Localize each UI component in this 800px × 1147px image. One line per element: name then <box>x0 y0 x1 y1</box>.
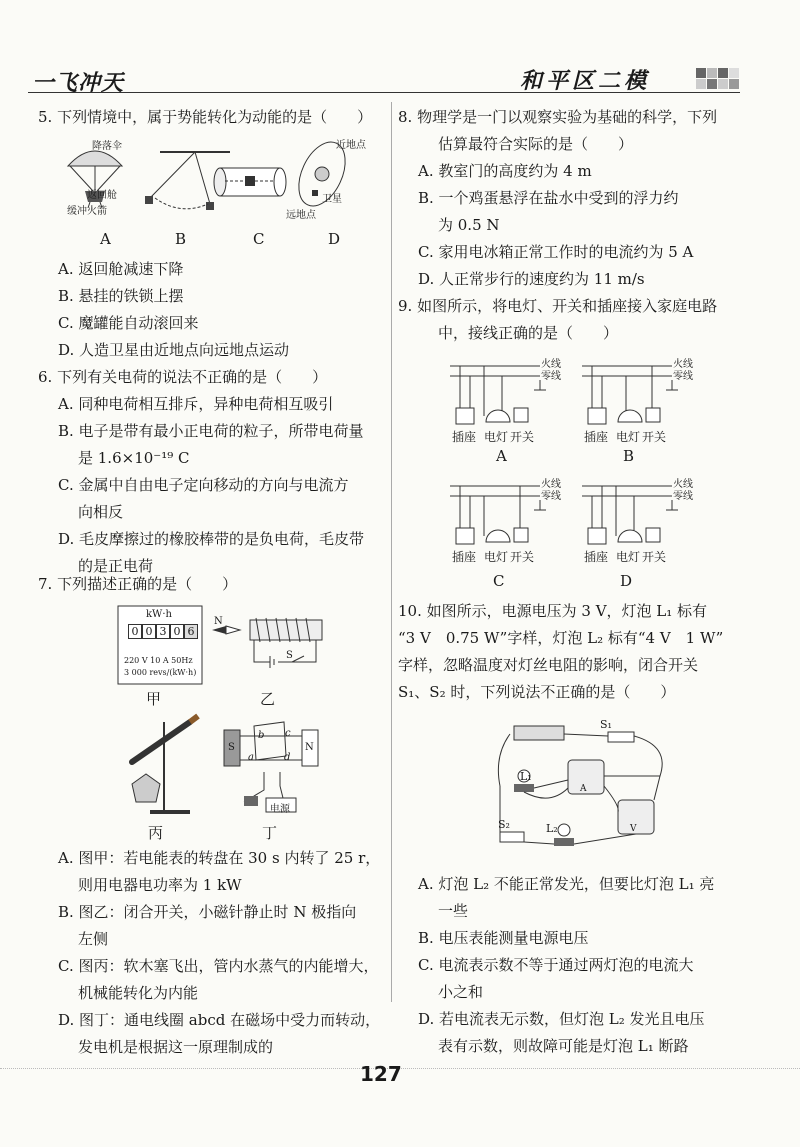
q9c-live: 火线 <box>541 479 561 490</box>
q7-option-a-cont: 则用电器电功率为 1 kW <box>78 876 242 894</box>
q7-fig-jia: 甲 <box>146 690 162 708</box>
q10-option-b: B. 电压表能测量电源电压 <box>418 929 589 947</box>
q5-option-c: C. 魔罐能自动滚回来 <box>58 314 199 332</box>
q6-block <box>38 364 384 580</box>
q6-option-d: D. 毛皮摩擦过的橡胶棒带的是负电荷，毛皮带 <box>58 530 365 548</box>
q7-switch-mark: S <box>286 650 293 661</box>
q10-stem: 10. 如图所示，电源电压为 3 V，灯泡 L₁ 标有 <box>398 602 708 620</box>
q7-n2-mark: N <box>305 742 314 753</box>
q9-block <box>398 293 750 347</box>
q7-options <box>38 845 384 1061</box>
q7-option-c: C. 图丙：软木塞飞出，管内水蒸气的内能增大， <box>58 957 379 975</box>
q7-s-mark: S <box>228 742 235 753</box>
q6-option-b-cont: 是 1.6×10⁻¹⁹ C <box>78 449 190 467</box>
q10-ammeter-mark: A <box>580 784 587 794</box>
meter-digit: 0 <box>170 624 184 639</box>
q9d-neutral: 零线 <box>673 491 693 502</box>
q7-solenoid <box>212 616 332 672</box>
q5-fig-d: D <box>328 230 341 248</box>
q7-a-mark: a <box>248 752 254 763</box>
q7-source-label: 电源 <box>270 804 290 815</box>
q10-l2-mark: L₂ <box>546 822 558 835</box>
q5-option-b: B. 悬挂的铁锁上摆 <box>58 287 184 305</box>
q9a-switch: 开关 <box>510 430 535 444</box>
q5-label-parachute: 降落伞 <box>92 141 122 152</box>
q6-option-b: B. 电子是带有最小正电荷的粒子，所带电荷量 <box>58 422 364 440</box>
q9a-neutral: 零线 <box>541 371 561 382</box>
q10-options <box>398 871 750 1060</box>
q10-option-c-cont: 小之和 <box>438 983 484 1001</box>
q9-fig-b: B <box>623 447 635 465</box>
q7-b-mark: b <box>258 730 265 741</box>
q10-voltmeter-mark: V <box>630 824 637 834</box>
brand-logo: 一飞冲天 <box>32 71 125 96</box>
q7-fig-bing: 丙 <box>148 824 164 842</box>
q7-meter-unit: kW·h <box>146 609 172 620</box>
q8-stem: 8. 物理学是一门以观察实验为基础的科学，下列 <box>398 108 718 126</box>
q7-stem-wrap <box>38 571 384 598</box>
q7-option-b-cont: 左侧 <box>78 930 109 948</box>
q10-option-a-cont: 一些 <box>438 902 469 920</box>
q9d-socket: 插座 <box>584 550 609 564</box>
q10-l1-mark: L₁ <box>520 770 532 783</box>
q10-stem-3: 字样，忽略温度对灯丝电阻的影响，闭合开关 <box>398 656 699 674</box>
series-title: 和平区二模 <box>520 68 651 94</box>
q8-option-b: B. 一个鸡蛋悬浮在盐水中受到的浮力约 <box>418 189 679 207</box>
q8-block <box>398 104 750 293</box>
q7-steam-apparatus <box>120 712 200 816</box>
q7-fig-ding: 丁 <box>262 824 278 842</box>
q9c-lamp: 电灯 <box>484 550 509 564</box>
q8-option-a: A. 教室门的高度约为 4 m <box>418 162 592 180</box>
q9b-live: 火线 <box>673 359 693 370</box>
q9d-switch: 开关 <box>642 550 667 564</box>
q7-c-mark: c <box>285 728 291 739</box>
q7-meter-spec1: 220 V 10 A 50Hz <box>124 656 193 665</box>
meter-digit: 0 <box>128 624 142 639</box>
q10-stem-2: “3 V 0.75 W”字样，灯泡 L₂ 标有“4 V 1 W” <box>398 629 724 647</box>
q5-option-a: A. 返回舱减速下降 <box>58 260 184 278</box>
q9d-live: 火线 <box>673 479 693 490</box>
q5-label-capsule: 返回舱 <box>87 190 117 201</box>
q6-stem: 6. 下列有关电荷的说法不正确的是（ ） <box>38 368 328 386</box>
q9-stem: 9. 如图所示，将电灯、开关和插座接入家庭电路 <box>398 297 718 315</box>
column-divider <box>391 102 392 1002</box>
meter-digit: 3 <box>156 624 170 639</box>
q7-fig-yi: 乙 <box>260 690 276 708</box>
q9c-neutral: 零线 <box>541 491 561 502</box>
q9b-neutral: 零线 <box>673 371 693 382</box>
q5-label-apogee: 远地点 <box>286 210 316 221</box>
q9a-socket: 插座 <box>452 430 477 444</box>
q7-stem: 7. 下列描述正确的是（ ） <box>38 575 238 593</box>
q10-stem-4: S₁、S₂ 时，下列说法不正确的是（ ） <box>398 683 676 701</box>
page-number: 127 <box>360 1062 402 1086</box>
q7-d-mark: d <box>284 752 291 763</box>
q5-fig-c: C <box>253 230 265 248</box>
q9-fig-c: C <box>493 572 505 590</box>
q6-option-c-cont: 向相反 <box>78 503 124 521</box>
q6-option-d-cont: 的是正电荷 <box>78 557 154 575</box>
q9b-switch: 开关 <box>642 430 667 444</box>
q9a-live: 火线 <box>541 359 561 370</box>
q10-option-a: A. 灯泡 L₂ 不能正常发光，但要比灯泡 L₁ 亮 <box>418 875 715 893</box>
q10-block <box>398 598 750 706</box>
q10-option-d-cont: 表有示数，则故障可能是灯泡 L₁ 断路 <box>438 1037 689 1055</box>
q5-label-perigee: 近地点 <box>336 140 366 151</box>
q7-n-mark: N <box>214 616 223 627</box>
q7-option-d: D. 图丁：通电线圈 abcd 在磁场中受力而转动， <box>58 1011 381 1029</box>
q8-stem-cont: 估算最符合实际的是（ ） <box>438 135 634 153</box>
q7-meter-spec2: 3 000 revs/(kW·h) <box>124 668 197 677</box>
q7-option-b: B. 图乙：闭合开关，小磁针静止时 N 极指向 <box>58 903 357 921</box>
q5-label-satellite: 卫星 <box>322 194 342 205</box>
q9d-lamp: 电灯 <box>616 550 641 564</box>
q5-options <box>38 256 384 364</box>
q9-stem-cont: 中，接线正确的是（ ） <box>438 324 619 342</box>
q8-option-b-cont: 为 0.5 N <box>438 216 500 234</box>
q9-fig-a: A <box>496 447 507 465</box>
q10-s1-mark: S₁ <box>600 718 612 731</box>
q5-stem <box>38 104 384 131</box>
q7-option-c-cont: 机械能转化为内能 <box>78 984 199 1002</box>
q10-option-d: D. 若电流表无示数，但灯泡 L₂ 发光且电压 <box>418 1010 705 1028</box>
q10-option-c: C. 电流表示数不等于通过两灯泡的电流大 <box>418 956 694 974</box>
q6-option-c: C. 金属中自由电子定向移动的方向与电流方 <box>58 476 349 494</box>
header-rule <box>28 92 740 93</box>
q5-fig-b: B <box>175 230 187 248</box>
q5-label-rocket: 缓冲火箭 <box>67 206 107 217</box>
q5-option-d: D. 人造卫星由近地点向远地点运动 <box>58 341 290 359</box>
q7-option-a: A. 图甲：若电能表的转盘在 30 s 内转了 25 r， <box>58 849 381 867</box>
q5-stem-text: 5. 下列情境中，属于势能转化为动能的是（ ） <box>38 108 373 126</box>
q9-fig-d: D <box>620 572 633 590</box>
q10-s2-mark: S₂ <box>498 818 510 831</box>
q8-option-c: C. 家用电冰箱正常工作时的电流约为 5 A <box>418 243 694 261</box>
q9c-socket: 插座 <box>452 550 477 564</box>
q5-fig-a: A <box>100 230 111 248</box>
q9b-socket: 插座 <box>584 430 609 444</box>
q9b-lamp: 电灯 <box>616 430 641 444</box>
q9c-switch: 开关 <box>510 550 535 564</box>
q8-option-d: D. 人正常步行的速度约为 11 m/s <box>418 270 645 288</box>
q7-meter-digits <box>128 624 198 639</box>
meter-digit: 6 <box>184 624 198 639</box>
q7-option-d-cont: 发电机是根据这一原理制成的 <box>78 1038 274 1056</box>
q6-option-a: A. 同种电荷相互排斥，异种电荷相互吸引 <box>58 395 334 413</box>
checker-decoration <box>696 68 740 98</box>
q9a-lamp: 电灯 <box>484 430 509 444</box>
meter-digit: 0 <box>142 624 156 639</box>
